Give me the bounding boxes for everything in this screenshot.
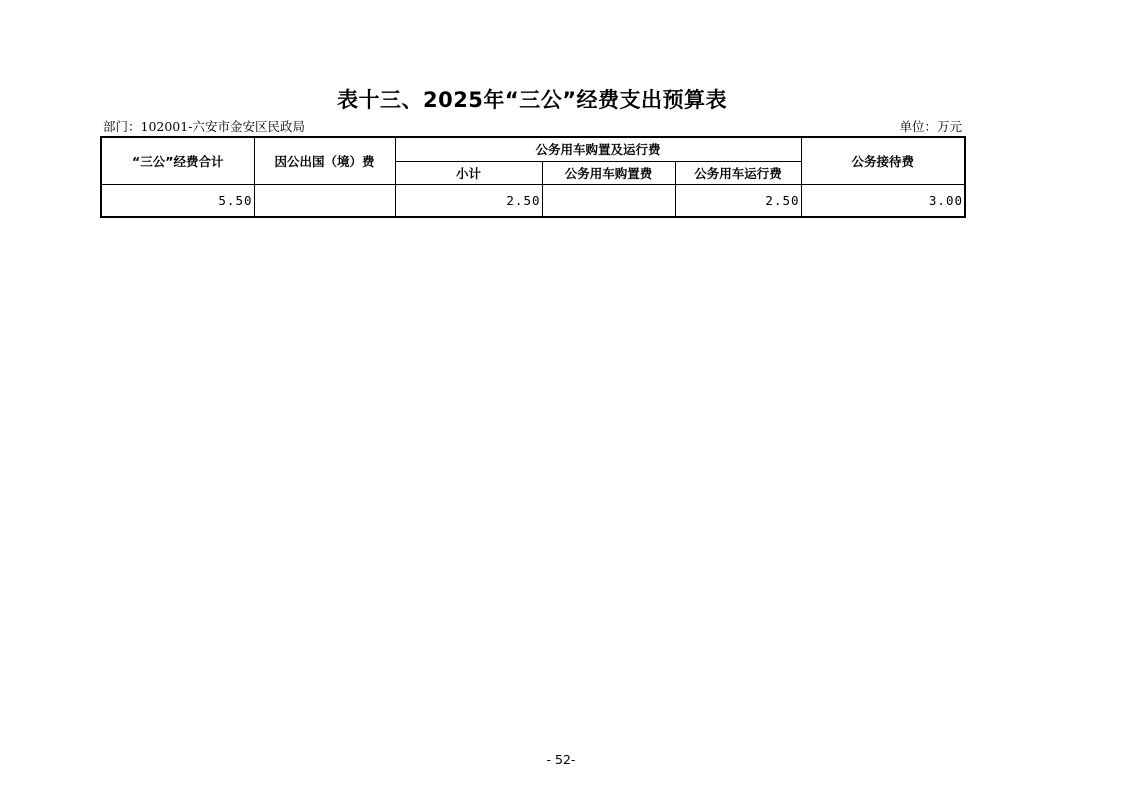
header-abroad: 因公出国（境）费 [254,137,395,185]
header-subtotal: 小计 [395,161,542,185]
cell-abroad [254,185,395,218]
cell-vehicle-purchase [542,185,675,218]
budget-table [100,136,966,218]
table-row [101,185,965,218]
page-title: 表十三、2025年“三公”经费支出预算表 [336,88,728,112]
cell-subtotal: 2.50 [395,185,542,218]
unit-label: 单位：万元 [899,119,962,134]
cell-reception: 3.00 [801,185,965,218]
cell-total: 5.50 [101,185,254,218]
header-reception: 公务接待费 [801,137,965,185]
cell-vehicle-operation: 2.50 [675,185,801,218]
header-vehicle-operation: 公务用车运行费 [675,161,801,185]
page-number: - 52- [546,752,576,767]
header-vehicle-purchase: 公务用车购置费 [542,161,675,185]
header-row-1 [101,137,965,161]
header-vehicle-group: 公务用车购置及运行费 [395,137,801,161]
department-label: 部门：102001-六安市金安区民政局 [103,119,305,134]
header-total: “三公”经费合计 [101,137,254,185]
